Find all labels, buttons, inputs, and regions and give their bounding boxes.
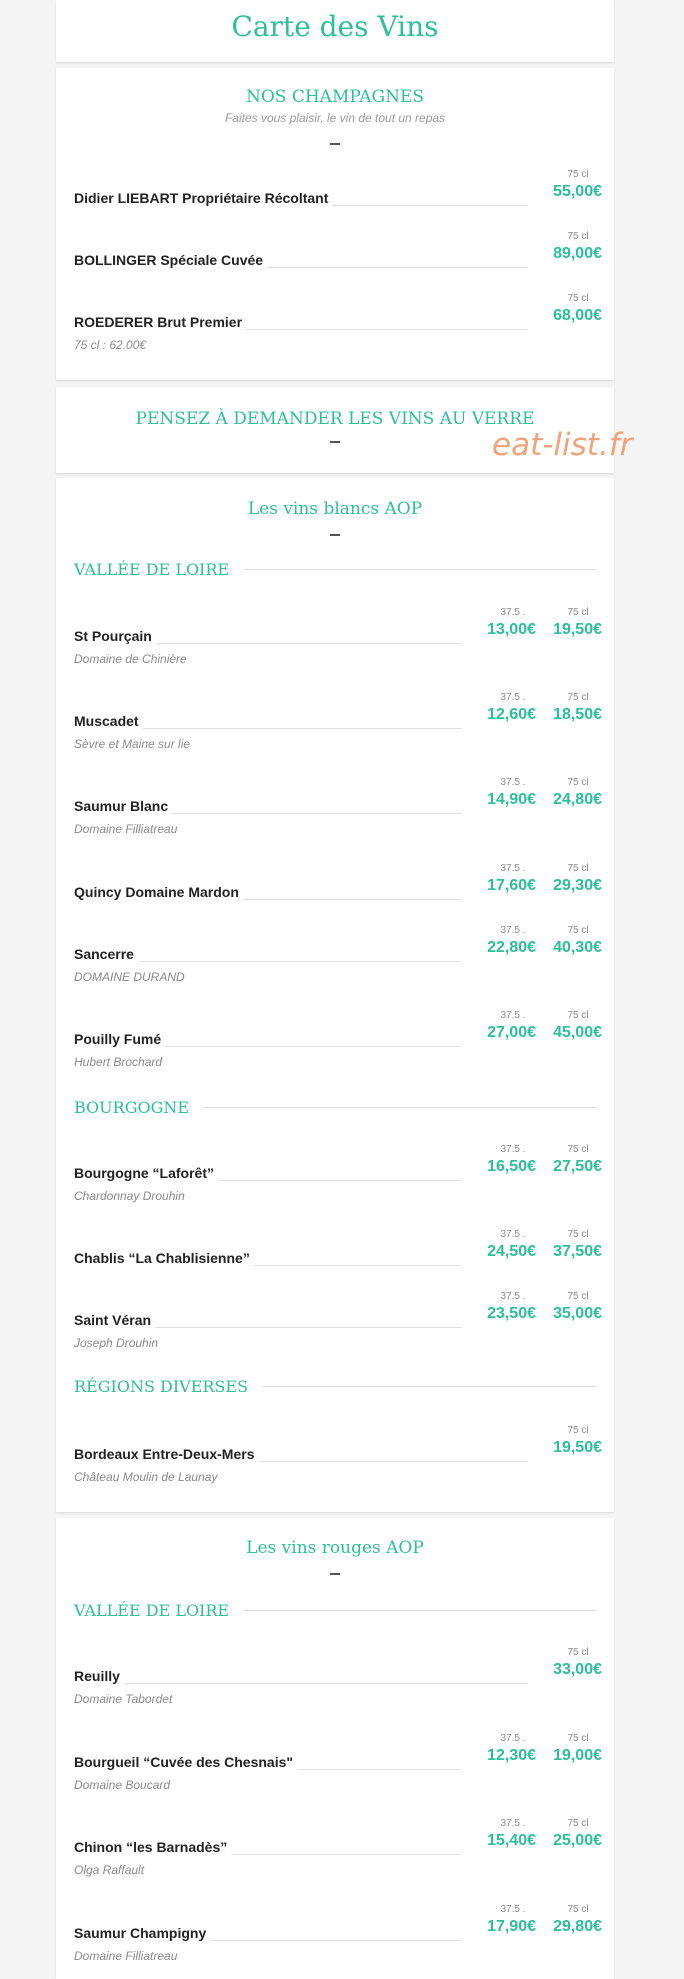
red-wines-card bbox=[56, 1518, 614, 1979]
wine-description: 75 cl : 62.00€ bbox=[74, 338, 147, 352]
wine-name: Quincy Domaine Mardon bbox=[74, 884, 243, 900]
size-label-75cl: 75 cl bbox=[567, 1144, 589, 1155]
wine-description: Domaine de Chinière bbox=[74, 652, 187, 666]
price-37cl: 15,40€ bbox=[487, 1832, 536, 1849]
price-37cl: 17,90€ bbox=[487, 1918, 536, 1935]
divider-dash bbox=[330, 143, 340, 145]
wine-name: St Pourçain bbox=[74, 628, 156, 644]
region-header bbox=[74, 560, 596, 579]
price-75cl: 37,50€ bbox=[553, 1243, 602, 1260]
region-name: BOURGOGNE bbox=[74, 1098, 190, 1117]
region-header bbox=[74, 1601, 596, 1620]
price-75cl: 33,00€ bbox=[553, 1661, 602, 1678]
size-label-75cl: 75 cl bbox=[567, 1904, 589, 1915]
price-37cl: 23,50€ bbox=[487, 1305, 536, 1322]
wine-name: Didier LIEBART Propriétaire Récoltant bbox=[74, 190, 332, 206]
price-75cl: 18,50€ bbox=[553, 706, 602, 723]
size-label-75cl: 75 cl bbox=[567, 692, 589, 703]
price-75cl: 27,50€ bbox=[553, 1158, 602, 1175]
size-label-75cl: 75 cl bbox=[567, 1733, 589, 1744]
price-75cl: 89,00€ bbox=[553, 245, 602, 262]
divider-dash bbox=[330, 441, 340, 443]
size-label-75cl: 75 cl bbox=[567, 1647, 589, 1658]
price-75cl: 45,00€ bbox=[553, 1024, 602, 1041]
wine-name: Muscadet bbox=[74, 713, 143, 729]
divider-dash bbox=[330, 1573, 340, 1575]
size-label-75cl: 75 cl bbox=[567, 863, 589, 874]
region-name: VALLÉE DE LOIRE bbox=[74, 1601, 230, 1620]
wine-item bbox=[74, 1818, 602, 1878]
price-37cl: 12,60€ bbox=[487, 706, 536, 723]
section-title: NOS CHAMPAGNES bbox=[245, 87, 425, 107]
wine-item bbox=[74, 231, 602, 291]
size-label-37cl: 37.5 . bbox=[500, 863, 526, 874]
wine-item bbox=[74, 607, 602, 667]
wine-item bbox=[74, 1144, 602, 1204]
price-75cl: 40,30€ bbox=[553, 939, 602, 956]
region-rule bbox=[262, 1386, 596, 1387]
section-subtitle: Faites vous plaisir, le vin de tout un repas bbox=[224, 111, 446, 125]
size-label-75cl: 75 cl bbox=[567, 1818, 589, 1829]
section-title: Les vins blancs AOP bbox=[247, 499, 423, 519]
wine-item bbox=[74, 1010, 602, 1070]
price-75cl: 19,00€ bbox=[553, 1747, 602, 1764]
wine-name: Pouilly Fumé bbox=[74, 1031, 165, 1047]
size-label-37cl: 37.5 . bbox=[500, 1291, 526, 1302]
wine-name: Chablis “La Chablisienne” bbox=[74, 1250, 254, 1266]
wine-name: ROEDERER Brut Premier bbox=[74, 314, 246, 330]
wine-name: BOLLINGER Spéciale Cuvée bbox=[74, 252, 267, 268]
price-75cl: 24,80€ bbox=[553, 791, 602, 808]
size-label-75cl: 75 cl bbox=[567, 293, 589, 304]
size-label-37cl: 37.5 . bbox=[500, 692, 526, 703]
region-name: RÉGIONS DIVERSES bbox=[74, 1377, 249, 1396]
wine-description: Sèvre et Maine sur lie bbox=[74, 737, 191, 751]
region-rule bbox=[243, 569, 596, 570]
size-label-75cl: 75 cl bbox=[567, 925, 589, 936]
size-label-37cl: 37.5 . bbox=[500, 1733, 526, 1744]
wine-description: Hubert Brochard bbox=[74, 1055, 163, 1069]
price-75cl: 35,00€ bbox=[553, 1305, 602, 1322]
size-label-37cl: 37.5 . bbox=[500, 1144, 526, 1155]
region-rule bbox=[203, 1107, 596, 1108]
size-label-37cl: 37.5 . bbox=[500, 607, 526, 618]
size-label-75cl: 75 cl bbox=[567, 607, 589, 618]
region-header bbox=[74, 1098, 596, 1117]
size-label-75cl: 75 cl bbox=[567, 169, 589, 180]
size-label-37cl: 37.5 . bbox=[500, 925, 526, 936]
wine-item bbox=[74, 925, 602, 985]
size-label-75cl: 75 cl bbox=[567, 1425, 589, 1436]
wine-name: Chinon “les Barnadès” bbox=[74, 1839, 231, 1855]
region-rule bbox=[243, 1610, 596, 1611]
wine-item bbox=[74, 1733, 602, 1793]
size-label-37cl: 37.5 . bbox=[500, 1818, 526, 1829]
wine-description: Chardonnay Drouhin bbox=[74, 1189, 185, 1203]
size-label-37cl: 37.5 . bbox=[500, 1010, 526, 1021]
watermark: eat-list.fr bbox=[492, 427, 633, 463]
region-name: VALLÉE DE LOIRE bbox=[74, 560, 230, 579]
wine-description: Domaine Filliatreau bbox=[74, 822, 178, 836]
price-37cl: 17,60€ bbox=[487, 877, 536, 894]
wine-name: Reuilly bbox=[74, 1668, 124, 1684]
section-title: Les vins rouges AOP bbox=[246, 1538, 424, 1558]
wine-name: Saumur Champigny bbox=[74, 1925, 210, 1941]
price-37cl: 12,30€ bbox=[487, 1747, 536, 1764]
size-label-75cl: 75 cl bbox=[567, 1010, 589, 1021]
wine-name: Bourgogne “Laforêt” bbox=[74, 1165, 218, 1181]
wine-item bbox=[74, 777, 602, 837]
wine-description: Domaine Filliatreau bbox=[74, 1949, 178, 1963]
price-37cl: 24,50€ bbox=[487, 1243, 536, 1260]
price-75cl: 25,00€ bbox=[553, 1832, 602, 1849]
price-75cl: 19,50€ bbox=[553, 621, 602, 638]
price-75cl: 55,00€ bbox=[553, 183, 602, 200]
size-label-75cl: 75 cl bbox=[567, 1291, 589, 1302]
divider-dash bbox=[330, 534, 340, 536]
wine-name: Bordeaux Entre-Deux-Mers bbox=[74, 1446, 259, 1462]
wine-description: DOMAINE DURAND bbox=[74, 970, 185, 984]
wine-item bbox=[74, 1904, 602, 1964]
region-header bbox=[74, 1377, 596, 1396]
white-wines-card bbox=[56, 478, 614, 1512]
size-label-37cl: 37.5 . bbox=[500, 1904, 526, 1915]
dotted-leader bbox=[74, 1683, 528, 1684]
price-75cl: 19,50€ bbox=[553, 1439, 602, 1456]
page-title: Carte des Vins bbox=[231, 10, 439, 43]
price-75cl: 29,30€ bbox=[553, 877, 602, 894]
price-75cl: 29,80€ bbox=[553, 1918, 602, 1935]
wine-name: Sancerre bbox=[74, 946, 138, 962]
size-label-75cl: 75 cl bbox=[567, 777, 589, 788]
price-75cl: 68,00€ bbox=[553, 307, 602, 324]
section-title: PENSEZ À DEMANDER LES VINS AU VERRE bbox=[135, 409, 535, 429]
price-37cl: 22,80€ bbox=[487, 939, 536, 956]
header-card bbox=[56, 0, 614, 62]
size-label-75cl: 75 cl bbox=[567, 1229, 589, 1240]
wine-description: Domaine Boucard bbox=[74, 1778, 171, 1792]
size-label-75cl: 75 cl bbox=[567, 231, 589, 242]
wine-description: Château Moulin de Launay bbox=[74, 1470, 218, 1484]
price-37cl: 27,00€ bbox=[487, 1024, 536, 1041]
wine-item bbox=[74, 1647, 602, 1707]
price-37cl: 14,90€ bbox=[487, 791, 536, 808]
wine-name: Saumur Blanc bbox=[74, 798, 172, 814]
size-label-37cl: 37.5 . bbox=[500, 777, 526, 788]
wine-item bbox=[74, 1425, 602, 1485]
wine-description: Olga Raffault bbox=[74, 1863, 145, 1877]
wine-name: Saint Véran bbox=[74, 1312, 155, 1328]
size-label-37cl: 37.5 . bbox=[500, 1229, 526, 1240]
champagnes-card bbox=[56, 68, 614, 380]
price-37cl: 16,50€ bbox=[487, 1158, 536, 1175]
wine-item bbox=[74, 692, 602, 752]
wine-item bbox=[74, 293, 602, 353]
wine-description: Domaine Tabordet bbox=[74, 1692, 173, 1706]
wine-name: Bourgueil “Cuvée des Chesnais" bbox=[74, 1754, 297, 1770]
wine-description: Joseph Drouhin bbox=[74, 1336, 159, 1350]
wine-item bbox=[74, 1291, 602, 1351]
wine-item bbox=[74, 169, 602, 229]
wine-item bbox=[74, 863, 602, 923]
price-37cl: 13,00€ bbox=[487, 621, 536, 638]
wine-item bbox=[74, 1229, 602, 1289]
